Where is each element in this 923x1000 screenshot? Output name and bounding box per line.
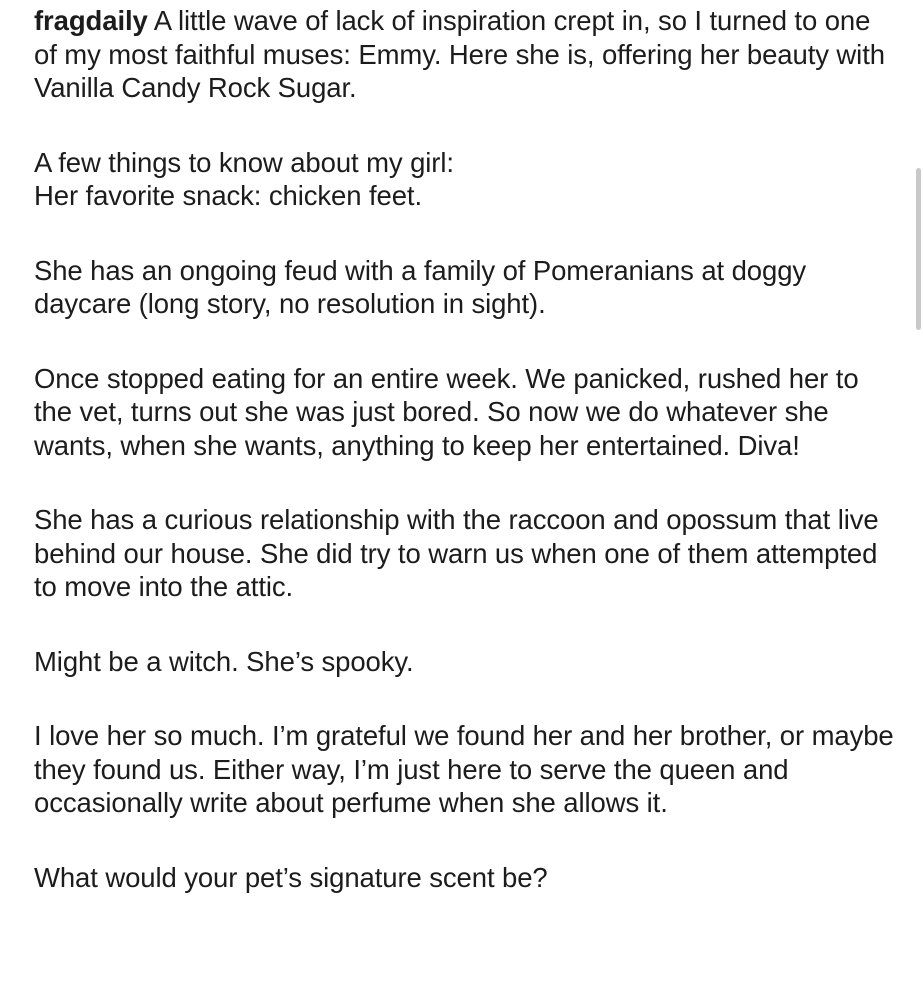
caption-intro-text: A little wave of lack of inspiration crept in, so I turned to one of my most faithful muses: Emmy. Here she is, offering her beauty with Vanilla Candy Rock Sugar. xyxy=(34,5,885,103)
username-link[interactable]: fragdaily xyxy=(34,5,148,36)
caption-eating: Once stopped eating for an entire week. We panicked, rushed her to the vet, turns out she was just bored. So now we do whatever she wants, when she wants, anything to keep her entertained. Diva! xyxy=(34,362,859,461)
caption-question: What would your pet’s signature scent be? xyxy=(34,861,548,893)
caption-snack: Her favorite snack: chicken feet. xyxy=(34,180,422,211)
caption-feud: She has an ongoing feud with a family of Pomeranians at doggy daycare (long story, no resolution in sight). xyxy=(34,254,807,319)
caption-witch: Might be a witch. She’s spooky. xyxy=(34,645,414,677)
caption-intro-paragraph xyxy=(34,4,896,105)
caption-love: I love her so much. I’m grateful we found her and her brother, or maybe they found us. Either way, I’m just here to serve the queen and occasionally write about perfume when she allows it. xyxy=(34,720,894,818)
caption-things-heading: A few things to know about my girl: xyxy=(34,146,454,178)
scrollbar[interactable] xyxy=(916,168,921,330)
post-caption xyxy=(34,4,896,935)
caption-raccoon: She has a curious relationship with the raccoon and opossum that live behind our house. She did try to warn us when one of them attempted to move into the attic. xyxy=(34,504,879,602)
